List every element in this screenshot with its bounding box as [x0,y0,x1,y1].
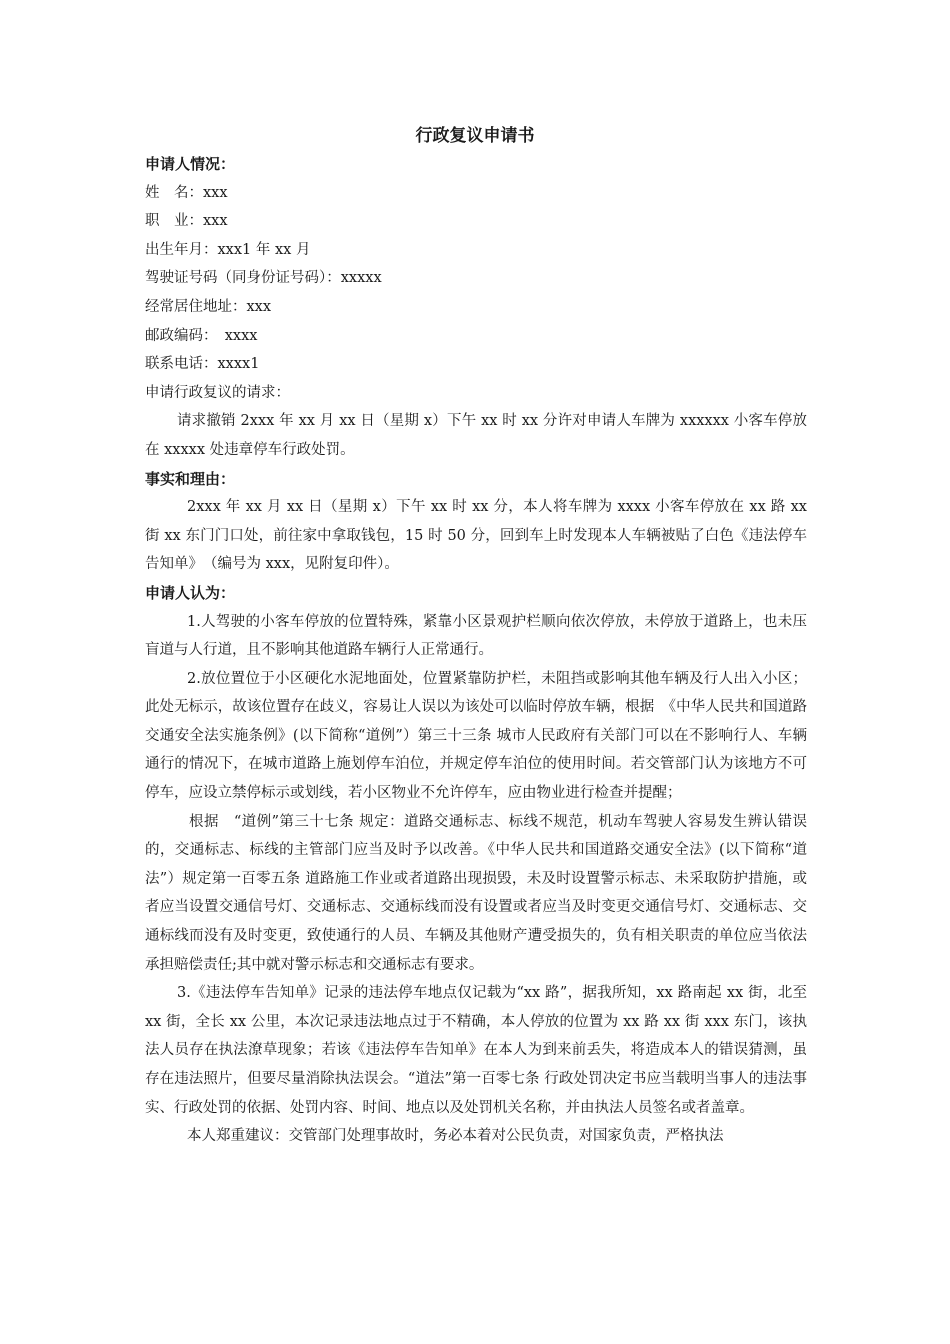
opinion-point-2: 2.放位置位于小区硬化水泥地面处，位置紧靠防护栏，未阻挡或影响其他车辆及行人出入小区；此处无标示，故该位置存在歧义，容易让人误以为该处可以临时停放车辆，根据 《中华人民共和国道路交通安全法实施条例》(以下简称“道例”）第三十三条 城市人民政府有关部门可以在不影响行人、车辆通行的情况下，在城市道路上施划停车泊位，并规定停车泊位的使用时间。若交管部门认为该地方不可停车，应设立禁停标示或划线，若小区物业不允许停车，应由物业进行检查并提醒； [145,670,807,802]
opinion-heading: 申请人认为： [145,583,236,602]
applicant-occupation: 职 业：xxx [145,213,228,230]
request-paragraph: 请求撤销 2xxx 年 xx 月 xx 日（星期 x）下午 xx 时 xx 分许对申请人车牌为 xxxxxx 小客车停放在 xxxxx 处违章停车行政处罚。 [145,413,807,458]
facts-paragraph: 2xxx 年 xx 月 xx 日（星期 x）下午 xx 时 xx 分，本人将车牌为 xxxx 小客车停放在 xx 路 xx 街 xx 东门门口处，前往家中拿取钱包，15 时 50 分，回到车上时发现本人车辆被贴了白色《违法停车告知单》 （编号为 xxx，见附复印件）。 [145,499,807,573]
opinion-point-1: 1.人驾驶的小客车停放的位置特殊，紧靠小区景观护栏顺向依次停放，未停放于道路上，也未压盲道与人行道，且不影响其他道路车辆行人正常通行。 [145,613,807,659]
applicant-birth: 出生年月：xxx1 年 xx 月 [145,241,311,258]
document-title: 行政复议申请书 [415,126,535,146]
request-heading: 申请行政复议的请求： [145,384,290,401]
applicant-postcode: 邮政编码： xxxx [145,327,258,344]
applicant-name: 姓 名：xxx [145,184,228,201]
applicant-phone: 联系电话：xxxx1 [145,356,260,373]
applicant-heading: 申请人情况： [145,155,236,173]
facts-heading: 事实和理由： [145,469,236,488]
suggestion-paragraph: 本人郑重建议：交管部门处理事故时，务必本着对公民负责，对国家负责，严格执法 [187,1128,724,1145]
opinion-point-2-continued: 根据 “道例”第三十七条 规定：道路交通标志、标线不规范，机动车驾驶人容易发生辨认错误的，交通标志、标线的主管部门应当及时予以改善。《中华人民共和国道路交通安全法》(以下简称“道法”）规定第一百零五条 道路施工作业或者道路出现损毁，未及时设置警示标志、未采取防护措施，或者应当设置交通信号灯、交通标志、交通标线而没有设置或者应当及时变更交通信号灯、交通标志、交通标线而没有及时变更，致使通行的人员、车辆及其他财产遭受损失的，负有相关职责的单位应当依法承担赔偿责任;其中就对警示标志和交通标志有要求。 [145,813,807,973]
applicant-license: 驾驶证号码（同身份证号码）：xxxxx [145,270,382,287]
opinion-point-3: 3.《违法停车告知单》记录的违法停车地点仅记载为“xx 路”，据我所知，xx 路南起 xx 街，北至 xx 街，全长 xx 公里，本次记录违法地点过于不精确，本人停放的位置为 xx 路 xx 街 xxx 东门，该执法人员存在执法潦草现象；若该《违法停车告知单》在本人为到来前丢失，将造成本人的错误猜测，虽存在违法照片，但要尽量消除执法误会。“道法”第一百零七条 行政处罚决定书应当载明当事人的违法事实、行政处罚的依据、处罚内容、时间、地点以及处罚机关名称，并由执法人员签名或者盖章。 [145,985,807,1116]
document-body [145,150,807,1151]
applicant-address: 经常居住地址：xxx [145,298,272,315]
